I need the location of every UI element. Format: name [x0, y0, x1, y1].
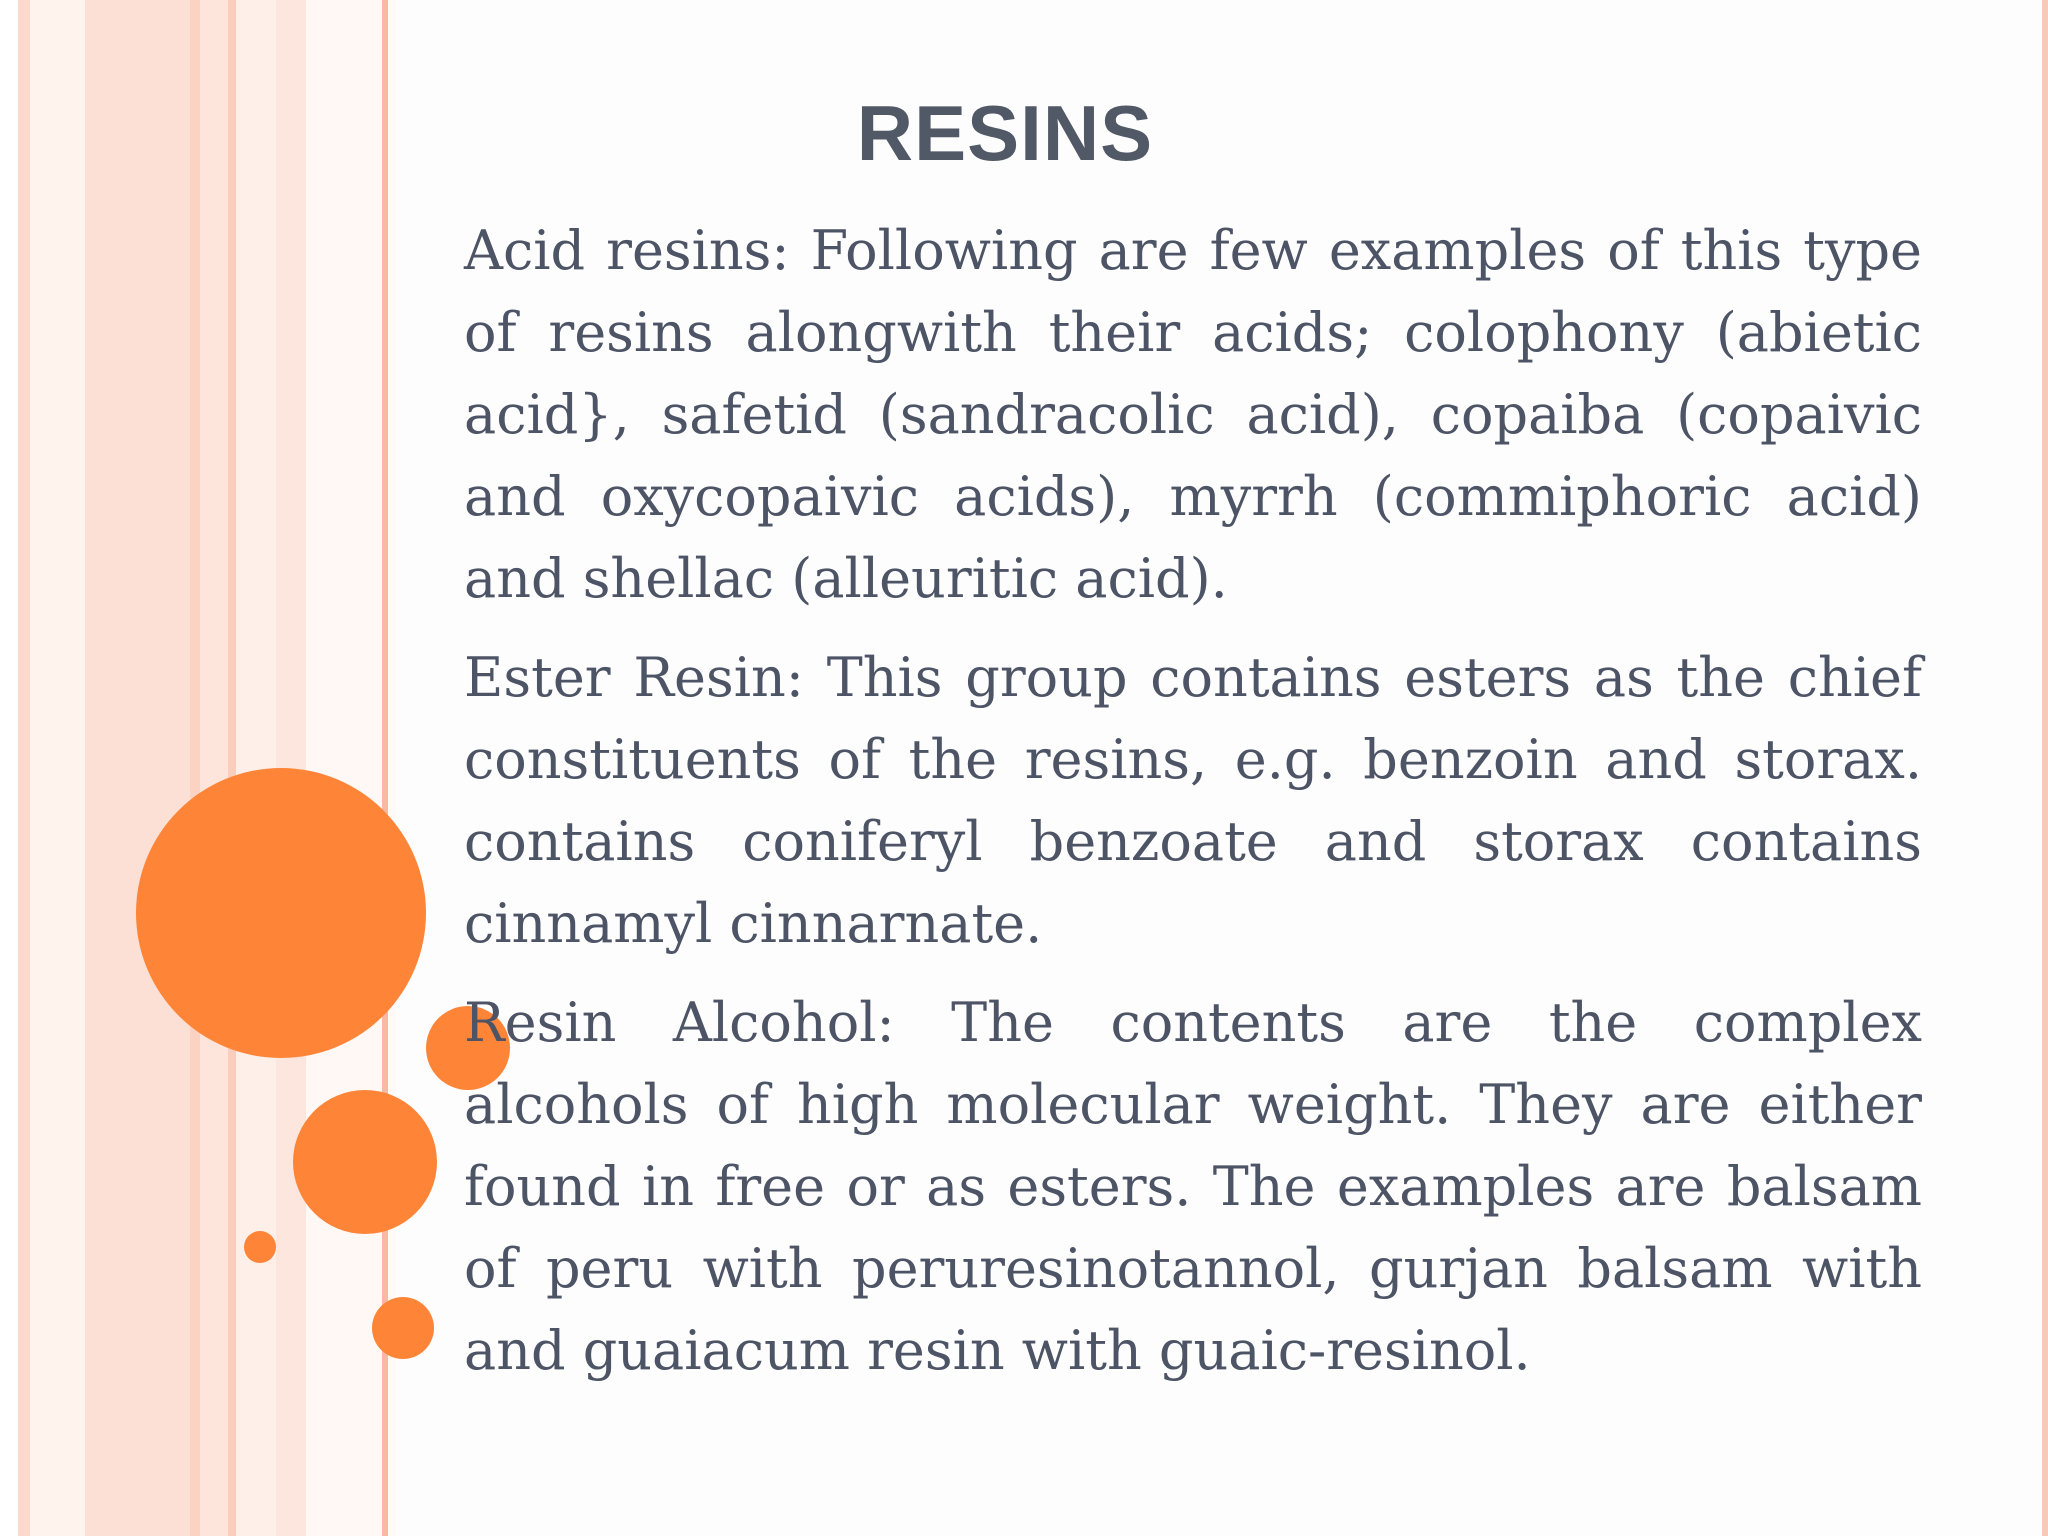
decorative-circle-medium	[293, 1090, 437, 1234]
slide-body	[464, 210, 1922, 1409]
decorative-stripe	[30, 0, 85, 1536]
decorative-stripe	[306, 0, 382, 1536]
right-border-line	[2042, 0, 2048, 1536]
decorative-stripe	[190, 0, 200, 1536]
decorative-circle-tiny	[244, 1231, 276, 1263]
decorative-stripe	[0, 0, 18, 1536]
decorative-stripe	[228, 0, 236, 1536]
paragraph-resin-alcohol: Resin Alcohol: The contents are the complex alcohols of high molecular weight. They are either found in free or as esters. The examples are balsam of peru with peruresinotannol, gurjan balsam with and guaiacum resin with guaic-resinol.	[464, 991, 1922, 1382]
decorative-stripe	[200, 0, 228, 1536]
paragraph-acid-resins: Acid resins: Following are few examples of this type of resins alongwith their acids; colophony (abietic acid}, safetid (sandracolic acid), copaiba (copaivic and oxycopaivic acids), myrrh (commiphoric acid) and shellac (alleuritic acid).	[464, 219, 1922, 610]
paragraph-ester-resin: Ester Resin: This group contains esters as the chief constituents of the resins, e.g. benzoin and storax. contains coniferyl benzoate and storax contains cinnamyl cinnarnate.	[464, 646, 1922, 955]
decorative-stripe	[85, 0, 190, 1536]
decorative-circle-small	[372, 1297, 434, 1359]
decorative-stripe	[18, 0, 30, 1536]
slide-title: RESINS	[856, 89, 1154, 177]
decorative-circle-large	[136, 768, 426, 1058]
